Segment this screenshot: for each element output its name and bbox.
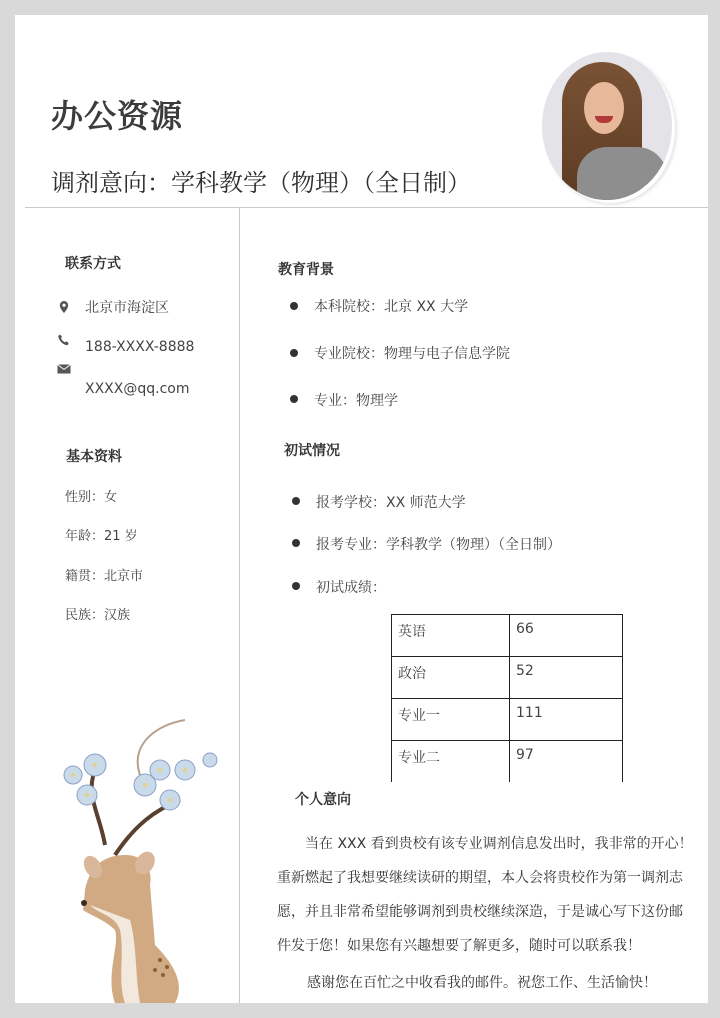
- contact-email: XXXX@qq.com: [85, 381, 190, 397]
- intent-section-title: 个人意向: [295, 792, 351, 808]
- score-value: 111: [510, 699, 623, 741]
- applicant-name: 办公资源: [51, 97, 184, 135]
- intent-line: 当在 XXX 看到贵校有该专业调剂信息发出时，我非常的开心！: [305, 836, 693, 852]
- score-value: 52: [510, 657, 623, 699]
- transfer-intent: 调剂意向：学科教学（物理）（全日制）: [51, 169, 471, 197]
- bullet-icon: [290, 395, 298, 403]
- exam-target-major: 报考专业：学科教学（物理）（全日制）: [316, 537, 561, 553]
- table-row: [392, 741, 623, 782]
- basic-info-gender: 性别：女: [65, 490, 118, 505]
- bullet-icon: [290, 349, 298, 357]
- basic-info-section-title: 基本资料: [66, 449, 122, 465]
- education-section-title: 教育背景: [278, 262, 334, 278]
- photo-jacket: [577, 147, 667, 200]
- bullet-icon: [292, 497, 300, 505]
- score-subject: 专业一: [392, 699, 510, 741]
- score-value: 66: [510, 615, 623, 657]
- contact-address: 北京市海淀区: [85, 300, 169, 316]
- basic-info-ethnicity: 民族：汉族: [65, 608, 131, 623]
- contact-section-title: 联系方式: [65, 256, 121, 272]
- header-divider: [25, 207, 708, 208]
- intent-line: 愿，并且非常希望能够调剂到贵校继续深造，于是诚心写下这份邮: [277, 904, 683, 920]
- deer-illustration: [45, 715, 235, 1003]
- contact-phone: 188-XXXX-8888: [85, 339, 195, 355]
- profile-photo: [542, 52, 672, 200]
- location-pin-icon: [57, 299, 71, 313]
- exam-section-title: 初试情况: [284, 443, 340, 459]
- phone-icon: [57, 332, 71, 346]
- mail-icon: [57, 360, 71, 374]
- photo-face: [584, 82, 624, 134]
- education-college: 专业院校：物理与电子信息学院: [314, 346, 510, 362]
- table-row: [392, 615, 623, 657]
- score-subject: 英语: [392, 615, 510, 657]
- intent-line: 件发于您！如果您有兴趣想要了解更多，随时可以联系我！: [277, 938, 641, 954]
- bullet-icon: [292, 582, 300, 590]
- intent-line: 重新燃起了我想要继续读研的期望，本人会将贵校作为第一调剂志: [277, 870, 683, 886]
- score-subject: 政治: [392, 657, 510, 699]
- exam-scores-table: [391, 614, 623, 782]
- intent-paragraph: [277, 827, 720, 963]
- table-row: [392, 699, 623, 741]
- closing-line: 感谢您在百忙之中收看我的邮件。祝您工作、生活愉快！: [307, 975, 657, 991]
- score-subject: 专业二: [392, 741, 510, 782]
- table-row: [392, 657, 623, 699]
- basic-info-hometown: 籍贯：北京市: [65, 569, 144, 584]
- resume-sheet: [15, 15, 708, 1003]
- education-undergrad-school: 本科院校：北京 XX 大学: [314, 299, 469, 315]
- score-value: 97: [510, 741, 623, 782]
- basic-info-age: 年龄：21 岁: [65, 529, 138, 544]
- column-divider: [239, 207, 240, 1003]
- bullet-icon: [290, 302, 298, 310]
- exam-scores-label: 初试成绩：: [316, 580, 386, 596]
- exam-target-school: 报考学校：XX 师范大学: [316, 495, 466, 511]
- bullet-icon: [292, 539, 300, 547]
- education-major: 专业：物理学: [314, 393, 398, 409]
